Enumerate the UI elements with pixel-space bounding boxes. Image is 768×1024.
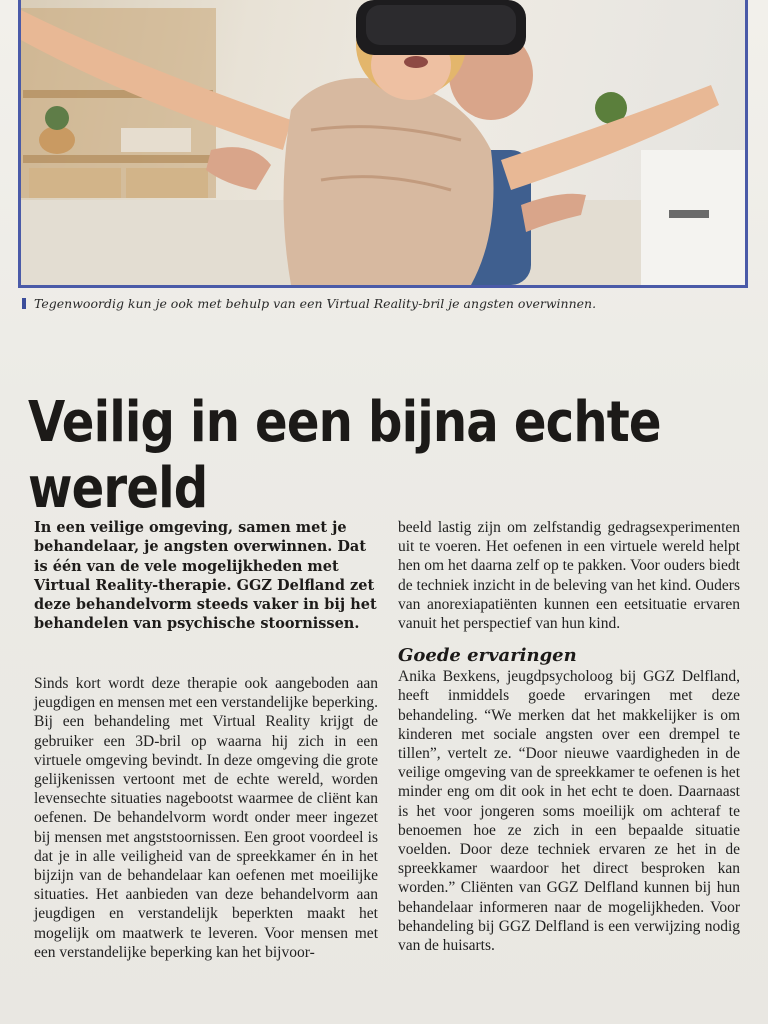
article-intro: In een veilige omgeving, samen met je behandelaar, je angsten overwinnen. Dat is één van de vele mogelijkheden met Virtual Reality-therapie. GGZ Delfland zet deze behandelvorm steeds vaker in bij het behandelen van psychische stoornissen. (34, 519, 377, 633)
caption-marker (22, 298, 26, 309)
caption-text: Tegenwoordig kun je ook met behulp van een Virtual Reality-bril je angsten overwinnen. (34, 296, 597, 311)
article-headline: Veilig in een bijna echte wereld (28, 389, 661, 521)
body-paragraph-left: Sinds kort wordt deze therapie ook aangeboden aan jeugdigen en mensen met een verstandelijke beperking. Bij een behandeling met Virtual Reality krijgt de gebruiker een 3D-bril op waarna hij zich in een virtuele omgeving bevindt. In deze omgeving die grote gelijkenissen vertoont met de echte wereld, worden levensechte situaties nagebootst waarmee de cliënt kan oefenen. De behandelvorm wordt onder meer ingezet bij mensen met angststoornissen. Een groot voordeel is dat je in alle veiligheid van de spreekkamer én in het bijzijn van de behandelaar kan oefenen met moeilijke situaties. Het aanbieden van deze behandelvorm aan jeugdigen en verstandelijk beperkten maakt het mogelijk om maatwerk te leveren. Voor mensen met een verstandelijke beperking kan het bijvoor- (34, 675, 378, 961)
body-paragraph-right-top: beeld lastig zijn om zelfstandig gedragsexperimenten uit te voeren. Het oefenen in een virtuele wereld helpt hen om het daarna zelf op te pakken. Voor ouders biedt de techniek inzicht in de beleving van het kind. Ouders van anorexiapatiënten kunnen een eetsituatie ervaren vanuit het perspectief van hun kind. (398, 519, 740, 633)
article-column-left (34, 674, 378, 962)
vr-child-illustration (21, 0, 745, 285)
article-column-right (398, 518, 740, 955)
photo-caption (22, 296, 742, 311)
body-paragraph-right-bottom: Anika Bexkens, jeugdpsycholoog bij GGZ Delfland, heeft inmiddels goede ervaringen met deze behandeling. “We merken dat het makkelijker is om kinderen met sociale angsten over een drempel te tillen”, vertelt ze. “Door nieuwe vaardigheden in de veilige omgeving van de spreekkamer te oefenen is het minder eng om dit ook in het echt te doen. Daarnaast is het voor jongeren soms moeilijk om achteraf te benoemen hoe ze zich in een bepaalde situatie voelden. Door deze techniek ervaren ze het in de spreekkamer waardoor het direct besproken kan worden.” Cliënten van GGZ Delfland kunnen bij hun behandelaar informeren naar de mogelijkheden. Voor behandeling bij GGZ Delfland is een verwijzing nodig van de huisarts. (398, 668, 740, 955)
article-photo (18, 0, 748, 288)
section-subheading: Goede ervaringen (398, 645, 577, 667)
